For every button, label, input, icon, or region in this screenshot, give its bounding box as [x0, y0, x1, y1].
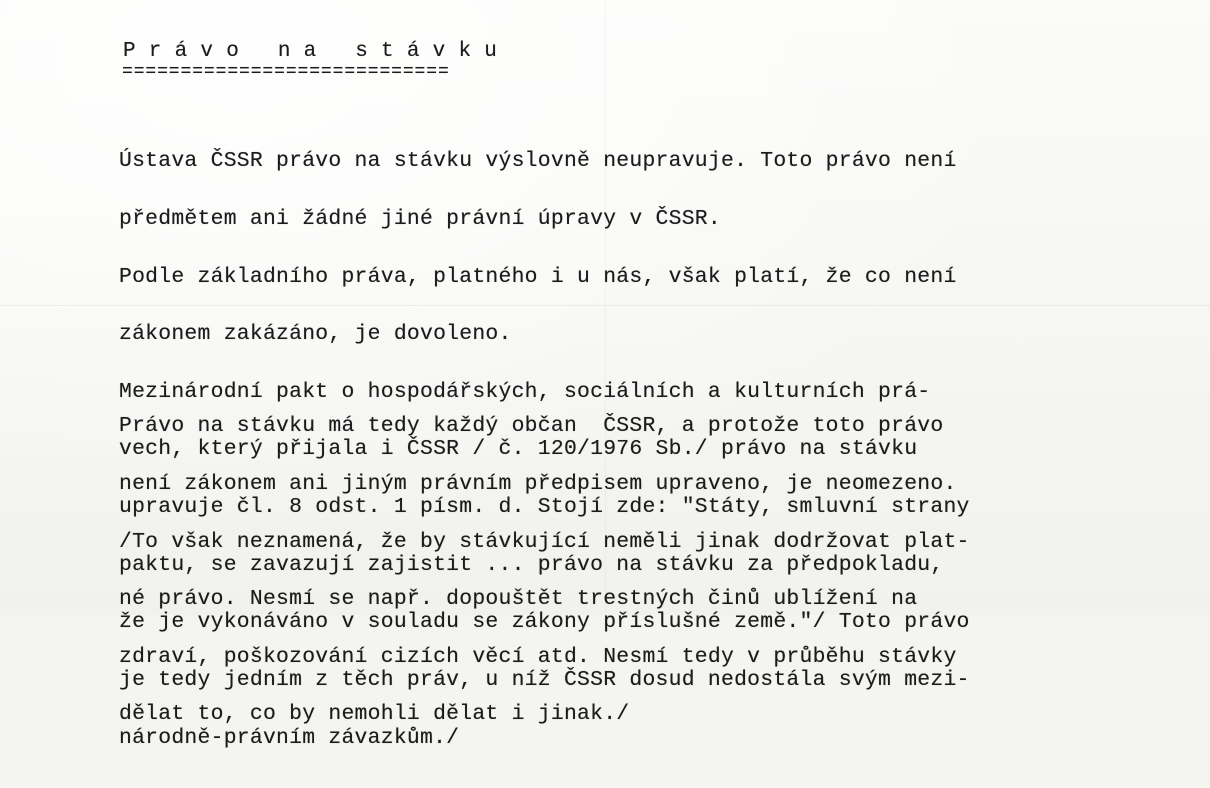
text-line: předmětem ani žádné jiné právní úpravy v ČSSR. [119, 207, 721, 232]
text-line: je tedy jedním z těch práv, u níž ČSSR dosud nedostála svým mezi- [119, 667, 970, 692]
text-line: né právo. Nesmí se např. dopouštět trestných činů ublížení na [119, 587, 918, 612]
text-line: zákonem zakázáno, je dovoleno. [119, 322, 512, 347]
paragraph-2 [119, 379, 970, 763]
text-line: vech, který přijala i ČSSR / č. 120/1976 Sb./ právo na stávku [119, 437, 918, 462]
text-line: zdraví, poškozování cizích věcí atd. Nesmí tedy v průběhu stávky [119, 644, 957, 669]
document-title: P r á v o n a s t á v k u [123, 40, 498, 63]
text-line: Právo na stávku má tedy každý občan ČSSR, a protože toto právo [119, 414, 944, 439]
text-line: Mezinárodní pakt o hospodářských, sociálních a kulturních prá- [119, 379, 931, 404]
text-line: národně-právním závazkům./ [119, 725, 460, 750]
text-line: Ústava ČSSR právo na stávku výslovně neupravuje. Toto právo není [119, 149, 957, 174]
title-underline: ============================ [122, 62, 450, 82]
text-line: /To však neznamená, že by stávkující neměli jinak dodržovat plat- [119, 529, 970, 554]
text-line: upravuje čl. 8 odst. 1 písm. d. Stojí zde: "Státy, smluvní strany [119, 495, 970, 520]
text-line: Podle základního práva, platného i u nás, však platí, že co není [119, 264, 957, 289]
text-line: že je vykonáváno v souladu se zákony příslušné země."/ Toto právo [119, 610, 970, 635]
text-line: dělat to, co by nemohli dělat i jinak./ [119, 702, 630, 727]
text-line: paktu, se zavazují zajistit ... právo na stávku za předpokladu, [119, 552, 944, 577]
text-line: není zákonem ani jiným právním předpisem upraveno, je neomezeno. [119, 472, 957, 497]
